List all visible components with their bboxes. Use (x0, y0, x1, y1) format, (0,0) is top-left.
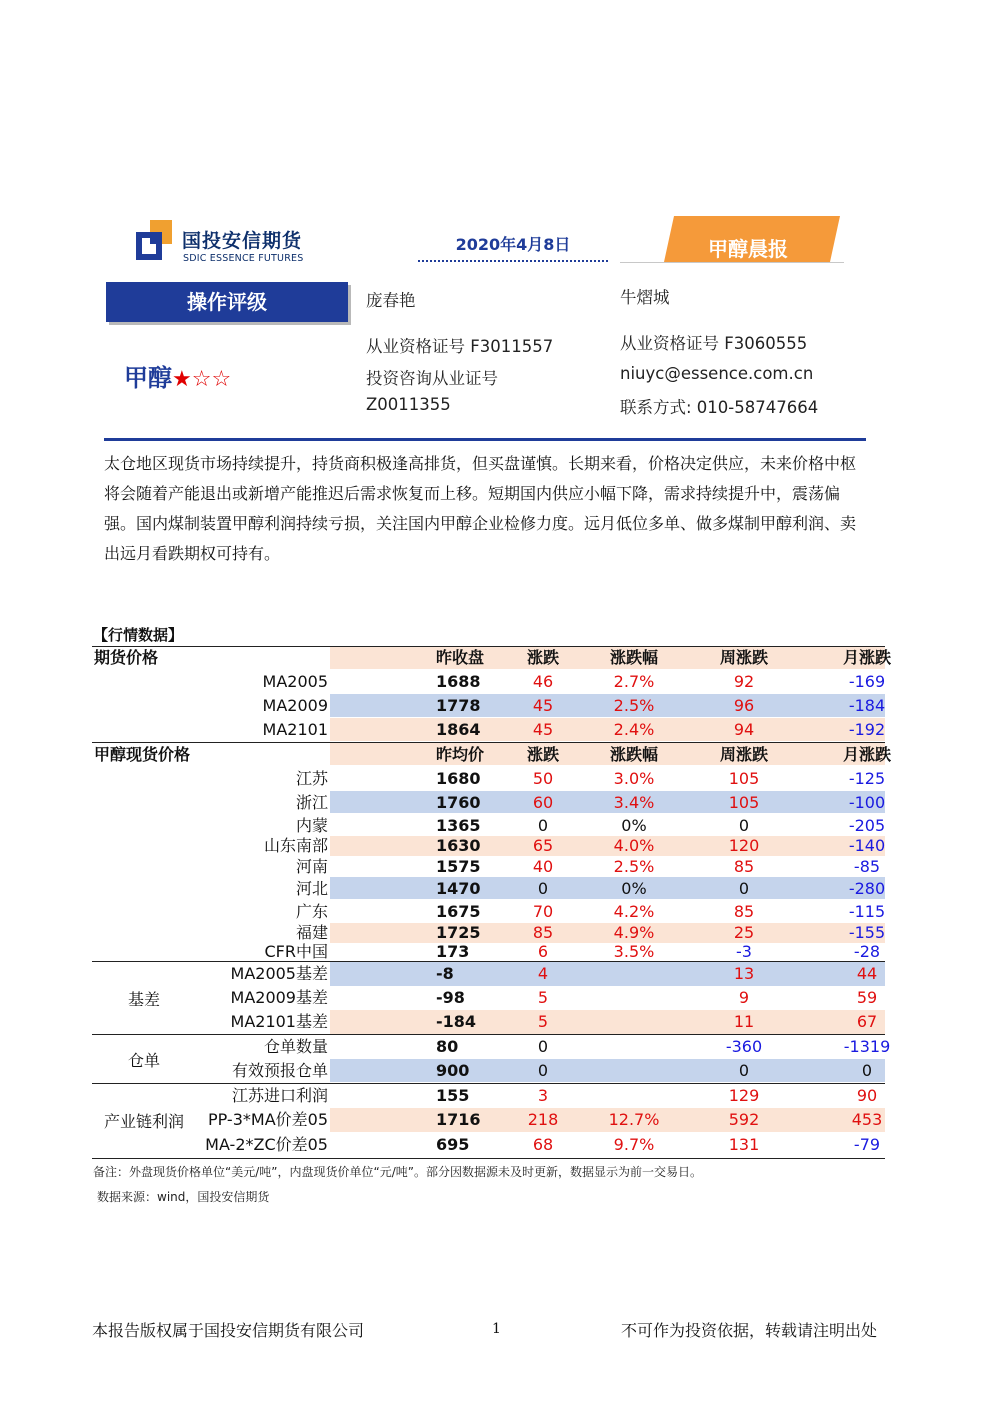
row-month-change: -79 (853, 1135, 881, 1154)
row-value: 1575 (436, 857, 481, 876)
row-label: MA2009基差 (230, 988, 328, 1007)
table-row (92, 1010, 885, 1033)
analyst-2-license: 从业资格证号 F3060555 (620, 334, 808, 353)
row-label: 江苏进口利润 (231, 1086, 328, 1105)
row-month-change: -192 (848, 720, 886, 739)
col-header: 涨跌 (526, 648, 559, 667)
row-change: 0 (537, 1061, 549, 1080)
analyst-1-license: 从业资格证号 F3011557 (366, 337, 554, 356)
row-change: 45 (532, 696, 554, 715)
footer-disclaimer: 不可作为投资依据，转载请注明出处 (621, 1321, 878, 1340)
row-value: -98 (436, 988, 465, 1007)
table-rule-bottom (92, 1158, 885, 1159)
row-value: 1470 (436, 879, 481, 898)
table-row (92, 855, 885, 878)
report-date: 2020年4月8日 (455, 235, 571, 254)
analyst-1-consult-label: 投资咨询从业证号 (366, 369, 498, 388)
row-value: 173 (436, 942, 470, 961)
row-change: 68 (532, 1135, 554, 1154)
row-value: 80 (436, 1037, 459, 1056)
table-row (92, 1059, 885, 1082)
row-month-change: -169 (848, 672, 886, 691)
row-change-pct: 4.2% (613, 902, 655, 921)
row-label: MA2101基差 (230, 1012, 328, 1031)
row-change-pct: 4.0% (613, 836, 655, 855)
row-value: 1778 (436, 696, 481, 715)
row-label: 广东 (295, 902, 328, 921)
table-note: 备注：外盘现货价格单位“美元/吨”，内盘现货价单位“元/吨”。部分因数据源未及时更新，数据显示为前一交易日。 (93, 1165, 702, 1179)
table-row (92, 767, 885, 790)
rating-stars: ★☆☆ (172, 367, 232, 392)
row-week-change: 25 (733, 923, 755, 942)
section-divider (104, 438, 866, 441)
table-row (92, 940, 885, 963)
row-change-pct: 3.5% (613, 942, 655, 961)
row-change: 0 (537, 816, 549, 835)
row-value: 900 (436, 1061, 470, 1080)
row-month-change: -125 (848, 769, 886, 788)
row-label: CFR中国 (264, 942, 328, 961)
col-header: 涨跌 (526, 745, 559, 764)
table-row (92, 1035, 891, 1058)
row-label: 内蒙 (295, 816, 328, 835)
row-change-pct: 3.4% (613, 793, 655, 812)
analyst-2-phone: 联系方式: 010-58747664 (620, 398, 819, 417)
futures-header-row (92, 646, 891, 669)
col-header: 昨均价 (436, 745, 485, 764)
row-month-change: 67 (856, 1012, 878, 1031)
row-week-change: -3 (736, 942, 752, 961)
col-header: 月涨跌 (842, 745, 891, 764)
company-name-en: SDIC ESSENCE FUTURES (183, 253, 304, 264)
row-week-change: 120 (728, 836, 760, 855)
row-week-change: 592 (728, 1110, 760, 1129)
row-month-change: -205 (848, 816, 886, 835)
row-month-change: 59 (856, 988, 878, 1007)
row-label: MA-2*ZC价差05 (205, 1135, 328, 1154)
row-label: MA2009 (262, 696, 328, 715)
market-summary: 太仓地区现货市场持续提升，持货商积极逢高排货，但买盘谨慎。长期来看，价格决定供应，未来价格中枢将会随着产能退出或新增产能推迟后需求恢复而上移。短期国内供应小幅下降，需求持续提升中，震荡偏强。国内煤制装置甲醇利润持续亏损，关注国内甲醇企业检修力度。远月低位多单、做多煤制甲醇利润、卖出远月看跌期权可持有。 (104, 454, 857, 563)
row-label: 福建 (295, 923, 328, 942)
analyst-1-consult-no: Z0011355 (366, 395, 451, 414)
row-week-change: 131 (728, 1135, 760, 1154)
row-month-change: 453 (851, 1110, 883, 1129)
row-month-change: -140 (848, 836, 886, 855)
table-row (92, 986, 885, 1009)
row-month-change: -280 (848, 879, 886, 898)
row-label: MA2005基差 (230, 964, 328, 983)
row-change: 5 (537, 1012, 549, 1031)
table-row (92, 1084, 885, 1107)
analyst-2-name: 牛熠城 (620, 288, 670, 307)
row-value: 1688 (436, 672, 481, 691)
row-value: 1716 (436, 1110, 481, 1129)
row-value: -184 (436, 1012, 477, 1031)
row-value: 1675 (436, 902, 481, 921)
row-month-change: -100 (848, 793, 886, 812)
row-label: 山东南部 (263, 836, 328, 855)
row-week-change: 105 (728, 793, 760, 812)
header-rule (620, 262, 844, 263)
profit-group-label: 产业链利润 (103, 1112, 184, 1131)
row-label: 浙江 (295, 793, 328, 812)
table-row (92, 1133, 885, 1156)
company-logo-icon (136, 218, 174, 264)
row-value: 155 (436, 1086, 470, 1105)
row-month-change: 0 (861, 1061, 873, 1080)
row-change: 60 (532, 793, 554, 812)
table-row (92, 791, 885, 814)
row-change: 40 (532, 857, 554, 876)
data-source: 数据来源：wind，国投安信期货 (97, 1190, 270, 1204)
row-change-pct: 9.7% (613, 1135, 655, 1154)
table-row (92, 670, 885, 693)
analyst-2-email[interactable]: niuyc@essence.com.cn (620, 364, 814, 383)
row-week-change: 85 (733, 857, 755, 876)
row-week-change: 105 (728, 769, 760, 788)
table-row (92, 900, 885, 923)
row-change-pct: 2.4% (613, 720, 655, 739)
market-data-title: 【行情数据】 (93, 626, 184, 644)
row-week-change: 13 (733, 964, 755, 983)
row-change-pct: 0% (621, 879, 647, 898)
futures-section-title: 期货价格 (94, 648, 159, 667)
row-label: 有效预报仓单 (231, 1061, 328, 1080)
basis-group-label: 基差 (127, 990, 160, 1009)
row-week-change: 129 (728, 1086, 760, 1105)
row-month-change: -184 (848, 696, 886, 715)
product-name: 甲醇 (124, 364, 172, 392)
warrant-group-label: 仓单 (127, 1051, 160, 1070)
spot-section-title: 甲醇现货价格 (94, 745, 191, 764)
row-change-pct: 2.5% (613, 857, 655, 876)
row-month-change: -85 (853, 857, 881, 876)
table-row (92, 718, 885, 741)
table-row (92, 877, 885, 900)
row-change: 4 (537, 964, 549, 983)
row-week-change: 92 (733, 672, 755, 691)
row-value: -8 (436, 964, 454, 983)
row-value: 1864 (436, 720, 481, 739)
row-label: MA2101 (262, 720, 328, 739)
col-header: 周涨跌 (719, 648, 768, 667)
row-week-change: 85 (733, 902, 755, 921)
col-header: 昨收盘 (436, 648, 485, 667)
row-change: 0 (537, 879, 549, 898)
row-week-change: 11 (733, 1012, 755, 1031)
row-label: 河南 (295, 857, 328, 876)
row-value: 1680 (436, 769, 481, 788)
row-label: MA2005 (262, 672, 328, 691)
table-row (92, 1108, 885, 1131)
row-label: 河北 (295, 879, 328, 898)
col-header: 周涨跌 (719, 745, 768, 764)
row-change: 65 (532, 836, 554, 855)
row-change-pct: 4.9% (613, 923, 655, 942)
row-value: 1365 (436, 816, 481, 835)
row-label: 仓单数量 (263, 1037, 328, 1056)
row-week-change: 94 (733, 720, 755, 739)
table-row (92, 962, 885, 985)
company-name-cn: 国投安信期货 (182, 230, 303, 252)
row-change: 0 (537, 1037, 549, 1056)
rating-title: 操作评级 (106, 282, 348, 322)
row-change: 3 (537, 1086, 549, 1105)
product-rating (124, 358, 231, 393)
row-month-change: -115 (848, 902, 886, 921)
table-row (92, 834, 885, 857)
row-value: 1760 (436, 793, 481, 812)
row-month-change: -155 (848, 923, 886, 942)
row-month-change: 44 (856, 964, 878, 983)
row-value: 695 (436, 1135, 470, 1154)
row-change: 70 (532, 902, 554, 921)
col-header: 涨跌幅 (609, 648, 658, 667)
analyst-1-name: 庞春艳 (366, 291, 416, 310)
row-week-change: 0 (738, 1061, 750, 1080)
row-change-pct: 2.5% (613, 696, 655, 715)
row-change: 46 (532, 672, 554, 691)
row-change: 5 (537, 988, 549, 1007)
date-underline (418, 260, 608, 262)
row-change-pct: 12.7% (608, 1110, 660, 1129)
col-header: 涨跌幅 (609, 745, 658, 764)
table-row (92, 694, 885, 717)
col-header: 月涨跌 (842, 648, 891, 667)
row-week-change: 9 (738, 988, 750, 1007)
row-week-change: -360 (725, 1037, 763, 1056)
row-week-change: 0 (738, 879, 750, 898)
report-tag: 甲醇晨报 (708, 237, 788, 261)
footer-copyright: 本报告版权属于国投安信期货有限公司 (92, 1321, 365, 1340)
row-label: PP-3*MA价差05 (207, 1110, 328, 1129)
row-change: 50 (532, 769, 554, 788)
row-month-change: -28 (853, 942, 881, 961)
row-value: 1630 (436, 836, 481, 855)
row-change-pct: 2.7% (613, 672, 655, 691)
row-change: 85 (532, 923, 554, 942)
row-change: 45 (532, 720, 554, 739)
row-change: 6 (537, 942, 549, 961)
row-month-change: 90 (856, 1086, 878, 1105)
row-week-change: 0 (738, 816, 750, 835)
row-change-pct: 0% (621, 816, 647, 835)
row-week-change: 96 (733, 696, 755, 715)
row-month-change: -1319 (843, 1037, 891, 1056)
row-value: 1725 (436, 923, 481, 942)
spot-header-row (92, 743, 891, 766)
row-change: 218 (527, 1110, 559, 1129)
row-change-pct: 3.0% (613, 769, 655, 788)
row-label: 江苏 (295, 769, 328, 788)
page-number: 1 (492, 1321, 501, 1337)
